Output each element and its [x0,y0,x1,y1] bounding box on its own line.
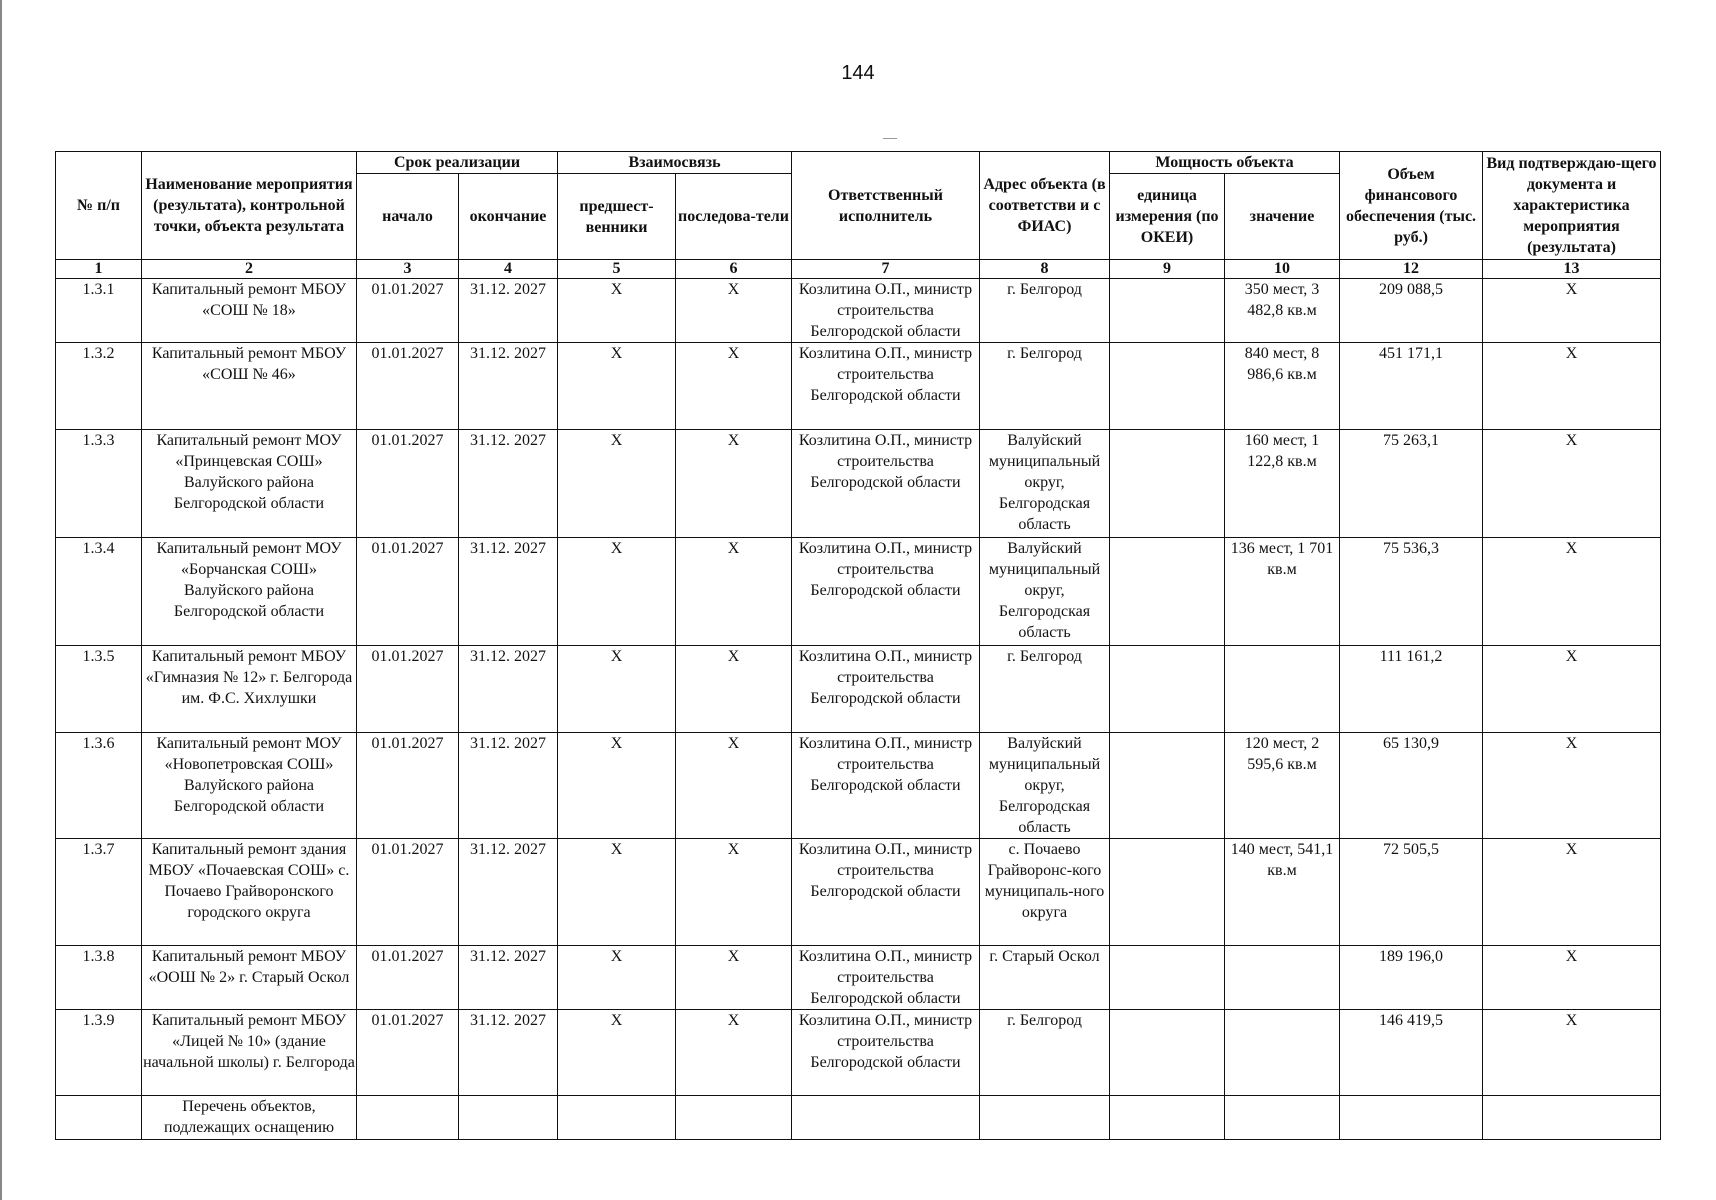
row-start: 01.01.2027 [357,732,459,838]
row-num [56,1095,142,1139]
row-num: 1.3.8 [56,945,142,1009]
row-responsible: Козлитина О.П., министр строительства Белгородской области [792,279,980,343]
row-finance: 65 130,9 [1340,732,1483,838]
row-succ: X [676,945,792,1009]
row-num: 1.3.1 [56,279,142,343]
row-end: 31.12. 2027 [459,732,558,838]
row-pred: X [558,279,676,343]
row-name: Капитальный ремонт МБОУ «СОШ № 46» [142,343,357,430]
row-value [1225,1095,1340,1139]
row-address: с. Почаево Грайворонс-кого муниципаль-ного округа [980,838,1110,945]
row-finance: 189 196,0 [1340,945,1483,1009]
row-start: 01.01.2027 [357,538,459,646]
column-number: 12 [1340,260,1483,279]
row-num: 1.3.3 [56,430,142,538]
row-value: 140 мест, 541,1 кв.м [1225,838,1340,945]
row-address [980,1095,1110,1139]
row-unit [1110,646,1225,732]
row-succ: X [676,1009,792,1095]
row-end: 31.12. 2027 [459,945,558,1009]
row-name: Капитальный ремонт МОУ «Борчанская СОШ» Валуйского района Белгородской области [142,538,357,646]
row-name: Капитальный ремонт МБОУ «Лицей № 10» (здание начальной школы) г. Белгорода [142,1009,357,1095]
row-pred: X [558,945,676,1009]
row-name: Капитальный ремонт МОУ «Принцевская СОШ» Валуйского района Белгородской области [142,430,357,538]
column-number-row [56,260,1661,279]
row-responsible [792,1095,980,1139]
row-unit [1110,838,1225,945]
row-name: Перечень объектов, подлежащих оснащению [142,1095,357,1139]
row-num: 1.3.4 [56,538,142,646]
table-row [56,732,1661,838]
row-finance [1340,1095,1483,1139]
row-succ: X [676,732,792,838]
header-doc: Вид подтверждаю-щего документа и характеристика мероприятия (результата) [1483,152,1661,260]
row-doc: X [1483,732,1661,838]
header-link-pred: предшест-венники [558,174,676,260]
row-start: 01.01.2027 [357,1009,459,1095]
row-value [1225,945,1340,1009]
row-finance: 146 419,5 [1340,1009,1483,1095]
header-term-group: Срок реализации [357,152,558,174]
row-unit [1110,343,1225,430]
row-responsible: Козлитина О.П., министр строительства Белгородской области [792,538,980,646]
header-responsible: Ответственный исполнитель [792,152,980,260]
row-address: г. Белгород [980,343,1110,430]
column-number: 3 [357,260,459,279]
page-left-edge [0,0,2,1200]
row-unit [1110,1095,1225,1139]
row-end: 31.12. 2027 [459,838,558,945]
row-start: 01.01.2027 [357,279,459,343]
row-doc: X [1483,838,1661,945]
row-finance: 111 161,2 [1340,646,1483,732]
activities-table [55,151,1661,1140]
row-pred: X [558,732,676,838]
header-link-group: Взаимосвязь [558,152,792,174]
row-finance: 75 536,3 [1340,538,1483,646]
row-start: 01.01.2027 [357,838,459,945]
row-doc: X [1483,279,1661,343]
row-value [1225,1009,1340,1095]
column-number: 2 [142,260,357,279]
header-capacity-group: Мощность объекта [1110,152,1340,174]
header-num: № п/п [56,152,142,260]
row-finance: 72 505,5 [1340,838,1483,945]
row-pred: X [558,646,676,732]
row-finance: 451 171,1 [1340,343,1483,430]
row-address: Валуйский муниципальный округ, Белгородская область [980,430,1110,538]
header-cap-value: значение [1225,174,1340,260]
table-row [56,838,1661,945]
table-row [56,430,1661,538]
row-doc: X [1483,1009,1661,1095]
row-doc: X [1483,430,1661,538]
header-cap-unit: единица измерения (по ОКЕИ) [1110,174,1225,260]
header-address: Адрес объекта (в соответстви и с ФИАС) [980,152,1110,260]
column-number: 8 [980,260,1110,279]
row-responsible: Козлитина О.П., министр строительства Белгородской области [792,343,980,430]
row-value: 120 мест, 2 595,6 кв.м [1225,732,1340,838]
row-succ: X [676,838,792,945]
row-start: 01.01.2027 [357,343,459,430]
row-value: 136 мест, 1 701 кв.м [1225,538,1340,646]
row-num: 1.3.9 [56,1009,142,1095]
table-row [56,646,1661,732]
row-succ [676,1095,792,1139]
table-row [56,945,1661,1009]
header-name: Наименование мероприятия (результата), контрольной точки, объекта результата [142,152,357,260]
row-doc: X [1483,343,1661,430]
column-number: 5 [558,260,676,279]
column-number: 4 [459,260,558,279]
row-doc [1483,1095,1661,1139]
column-number: 13 [1483,260,1661,279]
row-end: 31.12. 2027 [459,343,558,430]
column-number: 7 [792,260,980,279]
row-succ: X [676,538,792,646]
header-row-1 [56,152,1661,174]
header-term-start: начало [357,174,459,260]
row-num: 1.3.2 [56,343,142,430]
row-end: 31.12. 2027 [459,430,558,538]
row-end: 31.12. 2027 [459,1009,558,1095]
row-succ: X [676,646,792,732]
row-finance: 209 088,5 [1340,279,1483,343]
row-pred: X [558,430,676,538]
row-name: Капитальный ремонт МОУ «Новопетровская СОШ» Валуйского района Белгородской области [142,732,357,838]
row-end: 31.12. 2027 [459,538,558,646]
row-finance: 75 263,1 [1340,430,1483,538]
row-name: Капитальный ремонт МБОУ «Гимназия № 12» г. Белгорода им. Ф.С. Хихлушки [142,646,357,732]
row-address: г. Белгород [980,646,1110,732]
page-number: 144 [841,62,875,84]
table-row [56,279,1661,343]
row-unit [1110,1009,1225,1095]
row-doc: X [1483,538,1661,646]
row-pred: X [558,343,676,430]
table-row [56,1095,1661,1139]
row-pred [558,1095,676,1139]
row-address: г. Белгород [980,1009,1110,1095]
header-term-end: окончание [459,174,558,260]
row-doc: X [1483,945,1661,1009]
header-link-succ: последова-тели [676,174,792,260]
row-pred: X [558,1009,676,1095]
row-value [1225,646,1340,732]
row-value: 840 мест, 8 986,6 кв.м [1225,343,1340,430]
row-start: 01.01.2027 [357,430,459,538]
row-responsible: Козлитина О.П., министр строительства Белгородской области [792,838,980,945]
row-address: Валуйский муниципальный округ, Белгородская область [980,732,1110,838]
row-succ: X [676,430,792,538]
row-responsible: Козлитина О.П., министр строительства Белгородской области [792,732,980,838]
row-unit [1110,732,1225,838]
row-num: 1.3.7 [56,838,142,945]
row-succ: X [676,279,792,343]
row-responsible: Козлитина О.П., министр строительства Белгородской области [792,430,980,538]
row-name: Капитальный ремонт здания МБОУ «Почаевская СОШ» с. Почаево Грайворонского городского округа [142,838,357,945]
row-unit [1110,279,1225,343]
row-end: 31.12. 2027 [459,279,558,343]
row-end [459,1095,558,1139]
row-unit [1110,538,1225,646]
row-address: г. Старый Оскол [980,945,1110,1009]
row-pred: X [558,838,676,945]
column-number: 1 [56,260,142,279]
row-num: 1.3.6 [56,732,142,838]
row-address: г. Белгород [980,279,1110,343]
row-responsible: Козлитина О.П., министр строительства Белгородской области [792,945,980,1009]
row-start: 01.01.2027 [357,945,459,1009]
row-responsible: Козлитина О.П., министр строительства Белгородской области [792,1009,980,1095]
header-finance: Объем финансового обеспечения (тыс. руб.) [1340,152,1483,260]
column-number: 10 [1225,260,1340,279]
row-unit [1110,430,1225,538]
column-number: 6 [676,260,792,279]
row-address: Валуйский муниципальный округ, Белгородская область [980,538,1110,646]
scan-mark [883,138,897,139]
row-pred: X [558,538,676,646]
row-start: 01.01.2027 [357,646,459,732]
row-name: Капитальный ремонт МБОУ «ООШ № 2» г. Старый Оскол [142,945,357,1009]
table-row [56,538,1661,646]
row-end: 31.12. 2027 [459,646,558,732]
column-number: 9 [1110,260,1225,279]
row-succ: X [676,343,792,430]
row-responsible: Козлитина О.П., министр строительства Белгородской области [792,646,980,732]
row-doc: X [1483,646,1661,732]
row-unit [1110,945,1225,1009]
row-value: 350 мест, 3 482,8 кв.м [1225,279,1340,343]
row-start [357,1095,459,1139]
row-value: 160 мест, 1 122,8 кв.м [1225,430,1340,538]
table-row [56,1009,1661,1095]
row-name: Капитальный ремонт МБОУ «СОШ № 18» [142,279,357,343]
table-row [56,343,1661,430]
row-num: 1.3.5 [56,646,142,732]
